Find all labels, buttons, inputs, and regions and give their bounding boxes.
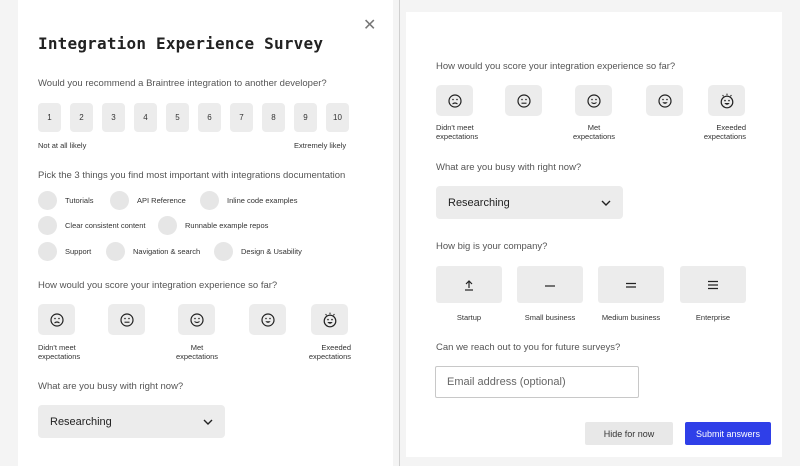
smile-face-icon[interactable] bbox=[575, 85, 612, 116]
radio-dot bbox=[38, 242, 57, 261]
frown-face-icon[interactable] bbox=[436, 85, 473, 116]
nps-option-4[interactable]: 4 bbox=[134, 103, 157, 132]
busy-select-value: Researching bbox=[448, 196, 510, 209]
score-high-label-line: expectations bbox=[308, 352, 351, 362]
radio-dot bbox=[110, 191, 129, 210]
excited-face-icon[interactable] bbox=[708, 85, 745, 116]
radio-dot bbox=[200, 191, 219, 210]
score-mid-label-line: expectations bbox=[175, 352, 219, 362]
score-question: How would you score your integration experience so far? bbox=[38, 280, 278, 291]
hide-for-now-button[interactable]: Hide for now bbox=[585, 422, 673, 445]
score-mid-label-line: Met bbox=[587, 123, 601, 132]
score-mid-label-line: expectations bbox=[572, 132, 616, 142]
size-medium-business-button[interactable] bbox=[598, 266, 664, 303]
size-small-business-button[interactable] bbox=[517, 266, 583, 303]
nps-scale bbox=[38, 103, 349, 132]
neutral-face-icon[interactable] bbox=[108, 304, 145, 335]
busy-question: What are you busy with right now? bbox=[38, 381, 184, 392]
nps-option-6[interactable]: 6 bbox=[198, 103, 221, 132]
size-small-business-label: Small business bbox=[524, 313, 576, 322]
option-clear-content[interactable] bbox=[38, 216, 145, 235]
score-high-label bbox=[301, 343, 351, 362]
reach-question: Can we reach out to you for future surveys? bbox=[436, 342, 621, 353]
score-mid-label-line: Met bbox=[190, 343, 204, 352]
score-low-label-line: Didn't meet bbox=[436, 123, 474, 132]
nps-option-9[interactable]: 9 bbox=[294, 103, 317, 132]
score-high-label-line: Exeeded bbox=[321, 343, 351, 352]
nps-option-3[interactable]: 3 bbox=[102, 103, 125, 132]
survey-panel-right bbox=[406, 12, 782, 457]
option-label: API Reference bbox=[137, 196, 186, 205]
grin-face-icon[interactable] bbox=[249, 304, 286, 335]
upload-arrow-icon bbox=[463, 279, 475, 291]
nps-option-1[interactable]: 1 bbox=[38, 103, 61, 132]
option-support[interactable] bbox=[38, 242, 91, 261]
submit-answers-button[interactable]: Submit answers bbox=[685, 422, 771, 445]
triple-line-icon bbox=[707, 279, 719, 291]
size-startup-label: Startup bbox=[456, 313, 482, 322]
nps-option-10[interactable]: 10 bbox=[326, 103, 349, 132]
close-icon[interactable]: ✕ bbox=[363, 17, 377, 34]
smile-face-icon[interactable] bbox=[178, 304, 215, 335]
score-low-label-line: expectations bbox=[436, 132, 479, 142]
option-api-reference[interactable] bbox=[110, 191, 186, 210]
single-line-icon bbox=[544, 279, 556, 291]
size-startup-button[interactable] bbox=[436, 266, 502, 303]
radio-dot bbox=[38, 191, 57, 210]
option-label: Runnable example repos bbox=[185, 221, 269, 230]
survey-title: Integration Experience Survey bbox=[38, 34, 324, 53]
panel-divider bbox=[399, 0, 400, 466]
important-question: Pick the 3 things you find most important with integrations documentation bbox=[38, 170, 346, 181]
score-low-label-line: expectations bbox=[38, 352, 81, 362]
radio-dot bbox=[106, 242, 125, 261]
option-label: Clear consistent content bbox=[65, 221, 146, 230]
radio-dot bbox=[38, 216, 57, 235]
nps-option-2[interactable]: 2 bbox=[70, 103, 93, 132]
size-enterprise-label: Enterprise bbox=[695, 313, 731, 322]
option-label: Design & Usability bbox=[241, 247, 302, 256]
nps-low-label: Not at all likely bbox=[38, 141, 87, 150]
score-low-label bbox=[38, 343, 80, 362]
busy-question-right: What are you busy with right now? bbox=[436, 162, 582, 173]
frown-face-icon[interactable] bbox=[38, 304, 75, 335]
busy-select-value: Researching bbox=[50, 415, 112, 428]
survey-panel-left bbox=[18, 0, 393, 466]
nps-option-7[interactable]: 7 bbox=[230, 103, 253, 132]
option-inline-code[interactable] bbox=[200, 191, 297, 210]
nps-option-5[interactable]: 5 bbox=[166, 103, 189, 132]
chevron-down-icon bbox=[203, 419, 213, 425]
radio-dot bbox=[214, 242, 233, 261]
score-low-label-right bbox=[436, 123, 478, 142]
option-label: Navigation & search bbox=[133, 247, 201, 256]
email-field[interactable] bbox=[435, 366, 639, 398]
option-label: Tutorials bbox=[65, 196, 94, 205]
size-medium-business-label: Medium business bbox=[601, 313, 661, 322]
score-mid-label bbox=[168, 343, 226, 362]
double-line-icon bbox=[625, 279, 637, 291]
option-label: Inline code examples bbox=[227, 196, 298, 205]
option-label: Support bbox=[65, 247, 92, 256]
score-question-right: How would you score your integration experience so far? bbox=[436, 61, 676, 72]
option-navigation[interactable] bbox=[106, 242, 200, 261]
option-runnable-repos[interactable] bbox=[158, 216, 268, 235]
chevron-down-icon bbox=[601, 200, 611, 206]
busy-select-right[interactable] bbox=[436, 186, 623, 219]
score-mid-label-right bbox=[565, 123, 623, 142]
company-question: How big is your company? bbox=[436, 241, 548, 252]
nps-option-8[interactable]: 8 bbox=[262, 103, 285, 132]
score-high-label-line: Exeeded bbox=[716, 123, 746, 132]
score-high-label-line: expectations bbox=[703, 132, 746, 142]
score-high-label-right bbox=[696, 123, 746, 142]
radio-dot bbox=[158, 216, 177, 235]
size-enterprise-button[interactable] bbox=[680, 266, 746, 303]
score-low-label-line: Didn't meet bbox=[38, 343, 76, 352]
option-design[interactable] bbox=[214, 242, 302, 261]
neutral-face-icon[interactable] bbox=[505, 85, 542, 116]
busy-select[interactable] bbox=[38, 405, 225, 438]
excited-face-icon[interactable] bbox=[311, 304, 348, 335]
recommend-question: Would you recommend a Braintree integration to another developer? bbox=[38, 78, 327, 89]
grin-face-icon[interactable] bbox=[646, 85, 683, 116]
nps-high-label: Extremely likely bbox=[294, 141, 347, 150]
option-tutorials[interactable] bbox=[38, 191, 93, 210]
